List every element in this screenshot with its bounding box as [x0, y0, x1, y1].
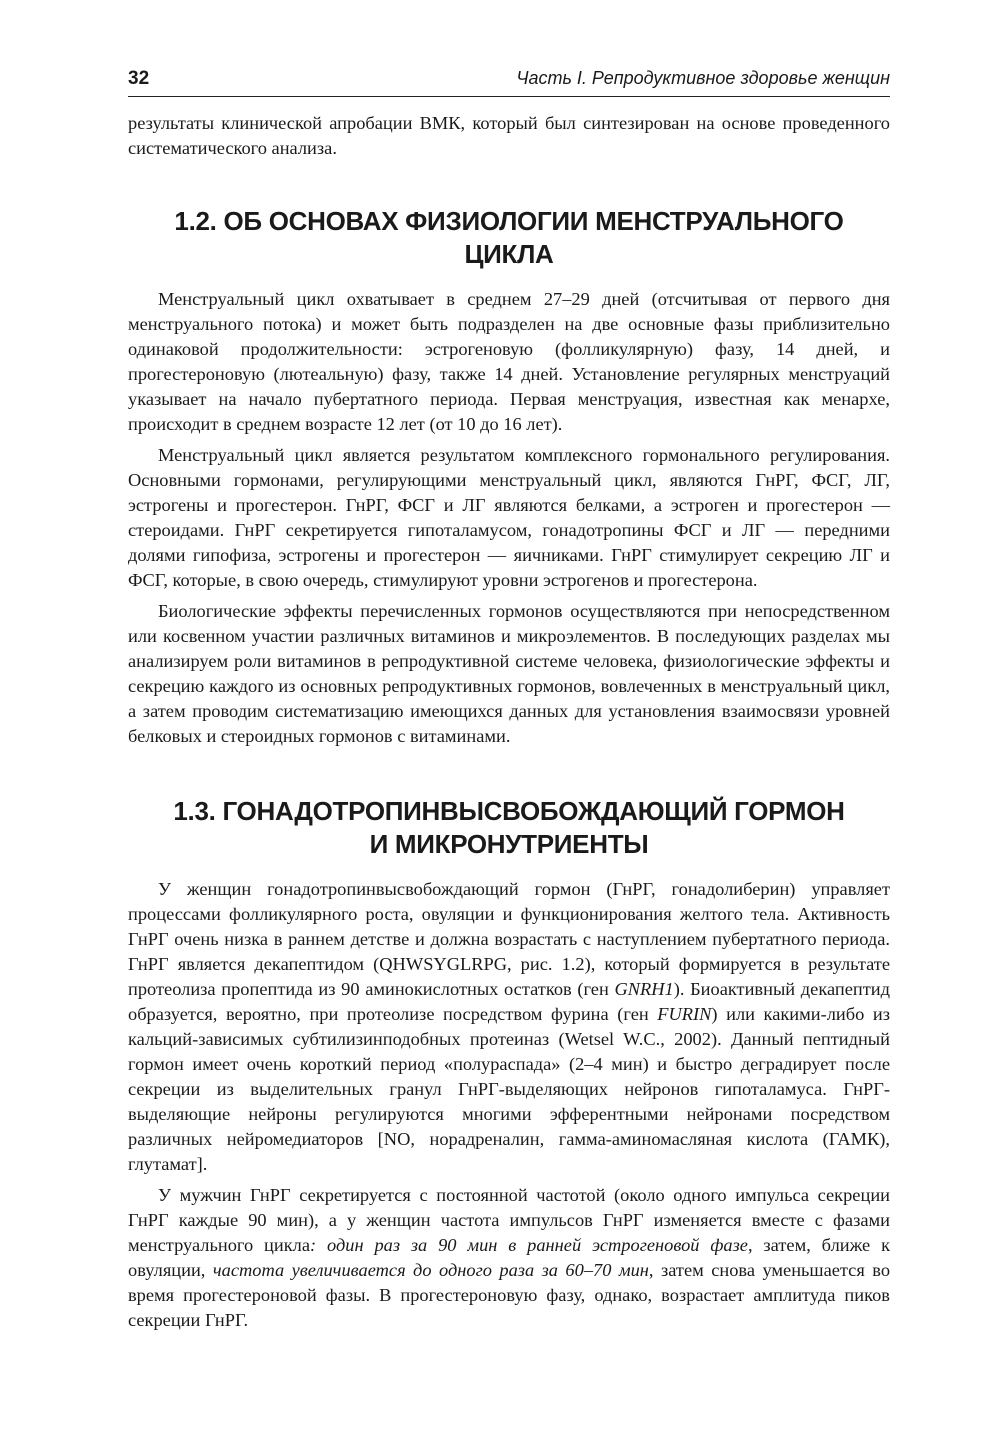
running-title: Часть I. Репродуктивное здоровье женщин	[516, 68, 890, 88]
running-header	[128, 68, 890, 97]
paragraph-1-3-2-part-b: , затем, ближе к овуляции,	[128, 1235, 891, 1280]
paragraph-1-3-1	[128, 877, 890, 1177]
paragraph-1-3-2-part-c: , затем снова уменьшается во время прогестероновой фазы. В прогестероновую фазу, однако, возрастает амплитуда пиков секреции ГнРГ.	[128, 1260, 891, 1330]
document-page	[128, 68, 890, 1333]
paragraph-1-2-2: Менструальный цикл является результатом комплексного гормонального регулирования. Основными гормонами, регулирующими менструальный цикл, являются ГнРГ, ФСГ, ЛГ, эстрогены и прогестерон. ГнРГ, ФСГ и ЛГ являются белками, а эстроген и прогестерон — стероидами. ГнРГ секретируется гипоталамусом, гонадотропины ФСГ и ЛГ — передними долями гипофиза, эстрогены и прогестерон — яичниками. ГнРГ стимулирует секрецию ЛГ и ФСГ, которые, в свою очередь, стимулируют уровни эстрогенов и прогестерона.	[128, 445, 890, 590]
page-number: 32	[128, 68, 150, 89]
paragraph-1-3-1-part-c: ) или какими-либо из кальций-зависимых субтилизинподобных протеиназ (Wetsel W.C., 2002). Данный пептидный гормон имеет очень короткий период «полураспада» (2–4 мин) и быстро деградирует после секреции из выделительных гранул ГнРГ-выделяющих нейронов гипоталамуса. ГнРГ-выделяющие нейроны регулируются многими эфферентными нейронами посредством различных нейромедиаторов [NO, норадреналин, гамма-аминомасляная кислота (ГАМК), глутамат].	[128, 1004, 890, 1174]
section-heading-1-3	[128, 795, 890, 861]
section-heading-1-3-line1: 1.3. ГОНАДОТРОПИНВЫСВОБОЖДАЮЩИЙ ГОРМОН	[173, 796, 845, 826]
section-heading-1-3-line2: И МИКРОНУТРИЕНТЫ	[369, 829, 649, 859]
paragraph-1-2-1: Менструальный цикл охватывает в среднем 27–29 дней (отсчитывая от первого дня менструального потока) и может быть подразделен на две основные фазы приблизительно одинаковой продолжительности: эстрогеновую (фолликулярную) фазу, 14 дней, и прогестероновую (лютеальную) фазу, также 14 дней. Установление регулярных менструаций указывает на начало пубертатного периода. Первая менструация, известная как менархе, происходит в среднем возрасте 12 лет (от 10 до 16 лет).	[128, 289, 890, 434]
gene-name-furin: FURIN	[657, 1004, 712, 1024]
paragraph-1-3-1-part-a: У женщин гонадотропинвысвобождающий гормон (ГнРГ, гонадолиберин) управляет процессами фолликулярного роста, овуляции и функционирования желтого тела. Активность ГнРГ очень низка в раннем детстве и должна возрастать с наступлением пубертатного периода. ГнРГ является декапептидом (QHWSYGLRPG, рис. 1.2), который формируется в результате протеолиза пропептида из 90 аминокислотных остатков (ген	[128, 879, 890, 999]
paragraph-1-3-2-emphasis-1: : один раз за 90 мин в ранней эстрогеновой фазе	[310, 1235, 748, 1255]
gene-name-gnrh1: GNRH1	[614, 979, 674, 999]
section-heading-1-2: 1.2. ОБ ОСНОВАХ ФИЗИОЛОГИИ МЕНСТРУАЛЬНОГО ЦИКЛА	[174, 206, 844, 269]
paragraph-1-2-3: Биологические эффекты перечисленных гормонов осуществляются при непосредственном или косвенном участии различных витаминов и микроэлементов. В последующих разделах мы анализируем роли витаминов в репродуктивной системе человека, физиологические эффекты и секрецию каждого из основных репродуктивных гормонов, вовлеченных в менструальный цикл, а затем проводим систематизацию имеющихся данных для установления взаимосвязи уровней белковых и стероидных гормонов с витаминами.	[128, 601, 890, 746]
intro-paragraph: результаты клинической апробации ВМК, который был синтезирован на основе проведенного систематического анализа.	[128, 113, 890, 158]
paragraph-1-3-2-emphasis-2: частота увеличивается до одного раза за 60–70 мин	[212, 1260, 649, 1280]
paragraph-1-3-1-part-b: ). Биоактивный декапептид образуется, вероятно, при протеолизе посредством фурина (ген	[128, 979, 890, 1024]
paragraph-1-3-2-part-a: У мужчин ГнРГ секретируется с постоянной частотой (около одного импульса секреции ГнРГ каждые 90 мин), а у женщин частота импульсов ГнРГ изменяется вместе с фазами менструального цикла	[128, 1185, 890, 1255]
paragraph-1-3-2	[128, 1183, 890, 1333]
